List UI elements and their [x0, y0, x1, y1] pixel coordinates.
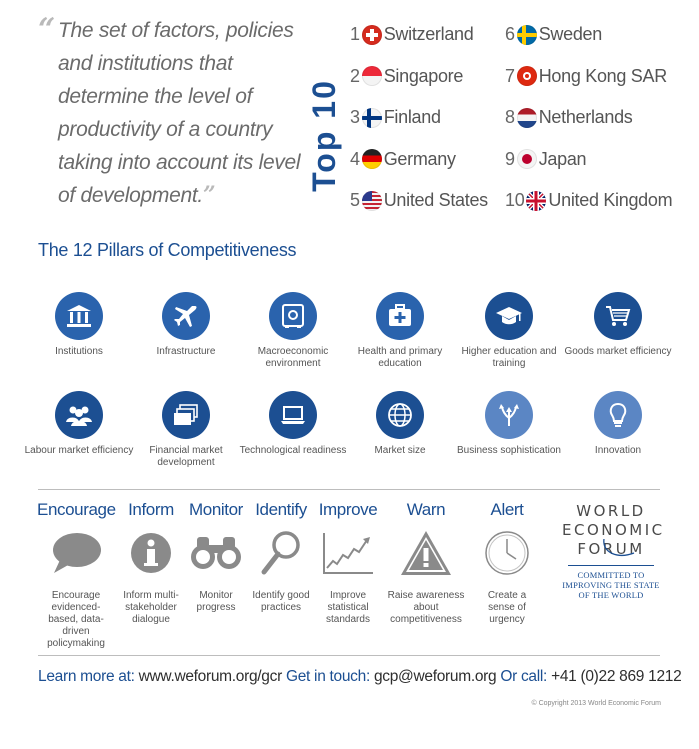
banknotes-icon	[162, 391, 210, 439]
pillar-institutions: Institutions	[24, 292, 134, 358]
switzerland-flag-icon	[362, 25, 382, 45]
close-quote-icon: ”	[202, 182, 216, 208]
globe-icon	[376, 391, 424, 439]
rank-item: 1 Switzerland	[350, 24, 474, 45]
learn-more-label: Learn more at:	[38, 668, 135, 685]
rank-item: 3 Finland	[350, 107, 441, 128]
binoculars-icon	[186, 528, 246, 578]
lightbulb-icon	[594, 391, 642, 439]
finland-flag-icon	[362, 108, 382, 128]
ranking-list-left	[350, 14, 488, 222]
action-alert: Alert Create a sense of urgency	[475, 500, 539, 626]
action-inform: Inform Inform multi-stakeholder dialogue	[119, 500, 183, 626]
rank-item: 5 United States	[350, 190, 488, 211]
germany-flag-icon	[362, 149, 382, 169]
singapore-flag-icon	[362, 66, 382, 86]
website-link[interactable]: www.weforum.org/gcr	[138, 668, 282, 685]
people-icon	[55, 391, 103, 439]
shopping-cart-icon	[594, 292, 642, 340]
sweden-flag-icon	[517, 25, 537, 45]
line-graph-icon	[316, 528, 380, 578]
warning-icon	[386, 528, 466, 578]
info-icon	[119, 528, 183, 578]
rank-item: 10 United Kingdom	[505, 190, 673, 211]
airplane-icon	[162, 292, 210, 340]
clock-icon	[475, 528, 539, 578]
netherlands-flag-icon	[517, 108, 537, 128]
safe-icon	[269, 292, 317, 340]
rank-item: 8 Netherlands	[505, 107, 633, 128]
magnifier-icon	[251, 528, 311, 578]
email-link[interactable]: gcp@weforum.org	[373, 668, 497, 685]
ranking-list-right	[505, 14, 672, 222]
pillars-title: The 12 Pillars of Competitiveness	[38, 240, 297, 260]
footer-divider	[38, 655, 660, 656]
uk-flag-icon	[526, 191, 546, 211]
branching-arrows-icon	[485, 391, 533, 439]
graduation-cap-icon	[485, 292, 533, 340]
rank-item: 2 Singapore	[350, 65, 464, 86]
rank-item: 9 Japan	[505, 148, 587, 169]
speech-bubble-icon	[37, 528, 115, 578]
quote-text: The set of factors, policies and institutions that determine the level of productivity of a country taking into account its level of development.	[58, 19, 301, 207]
rank-item: 4 Germany	[350, 148, 456, 169]
action-identify: Identify Identify good practices	[252, 500, 310, 613]
section-divider	[38, 489, 660, 490]
usa-flag-icon	[362, 191, 382, 211]
pillar-health-education: Health and primary education	[345, 292, 455, 370]
hong-kong-flag-icon	[517, 66, 537, 86]
pillar-innovation: Innovation	[563, 391, 673, 457]
pillar-financial-market: Financial market development	[131, 391, 241, 469]
pillar-business-sophistication: Business sophistication	[454, 391, 564, 457]
copyright-text: © Copyright 2013 World Economic Forum	[531, 700, 661, 707]
columns-icon	[55, 292, 103, 340]
action-monitor: Monitor Monitor progress	[186, 500, 246, 614]
pillar-higher-education: Higher education and training	[454, 292, 564, 370]
pillar-infrastructure: Infrastructure	[131, 292, 241, 358]
pillar-technological-readiness: Technological readiness	[238, 391, 348, 457]
call-label: Or call:	[500, 668, 548, 685]
japan-flag-icon	[517, 149, 537, 169]
laptop-icon	[269, 391, 317, 439]
action-warn: Warn Raise awareness about competitiveness	[387, 500, 465, 625]
rank-item: 7 Hong Kong SAR	[505, 65, 667, 86]
pillar-market-size: Market size	[345, 391, 455, 457]
contact-footer	[38, 668, 681, 686]
rank-item: 6 Sweden	[505, 24, 602, 45]
action-improve: Improve Improve statistical standards	[316, 500, 380, 626]
action-encourage: Encourage Encourage evidenced-based, data-driven policymaking	[37, 500, 116, 649]
pillar-macroeconomic: Macroeconomic environment	[238, 292, 348, 370]
wef-rule	[568, 565, 654, 566]
wef-logo: WORLD ECONOMIC FORUM COMMITTED TO IMPROVING THE STATE OF THE WORLD	[562, 502, 665, 600]
medical-kit-icon	[376, 292, 424, 340]
open-quote-icon: “	[38, 12, 56, 47]
top10-label: Top 10	[306, 79, 342, 192]
phone-number[interactable]: +41 (0)22 869 1212	[551, 668, 682, 685]
top10-heading	[304, 68, 344, 203]
pillar-goods-market: Goods market efficiency	[563, 292, 673, 358]
get-in-touch-label: Get in touch:	[285, 668, 370, 685]
pillar-labour-market: Labour market efficiency	[24, 391, 134, 457]
